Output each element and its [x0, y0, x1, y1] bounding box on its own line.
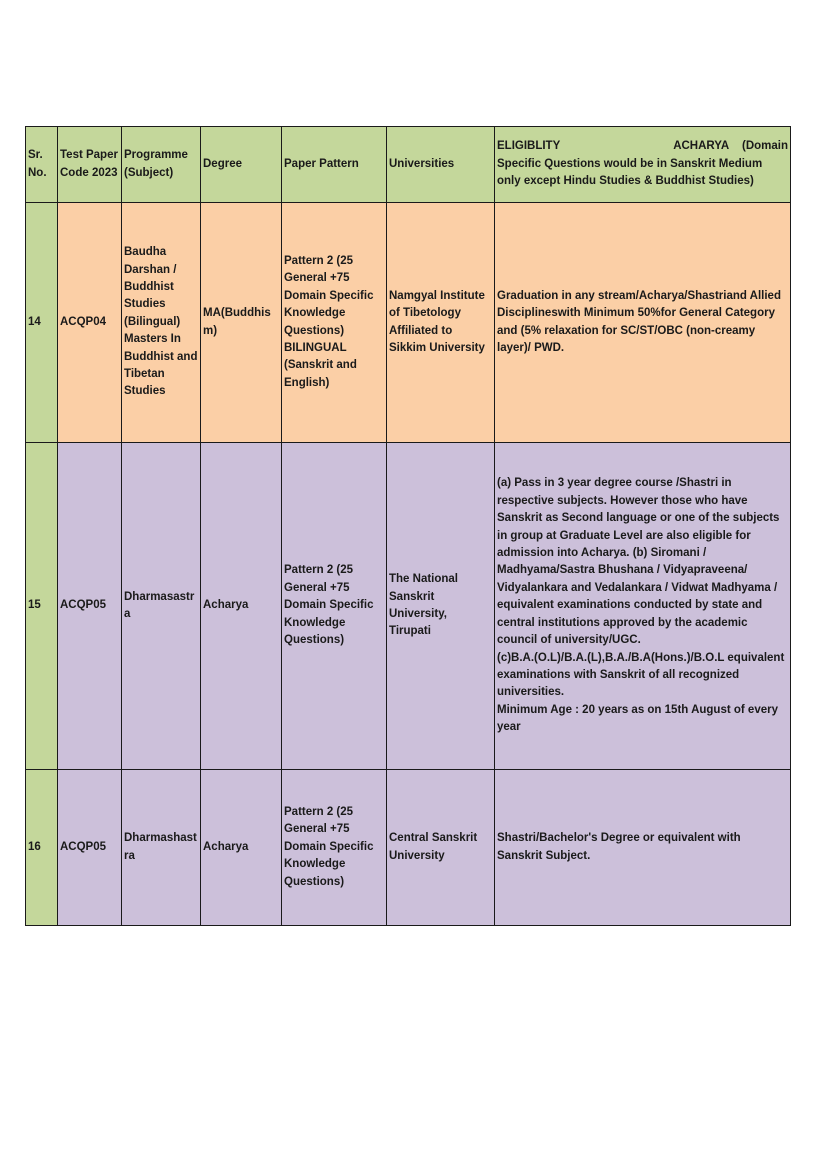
header-test-paper-code: Test Paper Code 2023 [58, 127, 122, 203]
header-row [26, 127, 791, 203]
table-row [26, 443, 791, 770]
header-degree: Degree [201, 127, 282, 203]
test-paper-code-cell: ACQP05 [58, 770, 122, 926]
degree-cell: MA(Buddhism) [201, 203, 282, 443]
eligibility-minimum-age: Minimum Age : 20 years as on 15th August of every year [497, 703, 778, 734]
eligibility-cell [495, 443, 791, 770]
eligibility-part-a-b: (a) Pass in 3 year degree course /Shastri in respective subjects. However those who have Sanskrit as Second language or one of the subjects in group at Graduate Level are also eligible for admission into Acharya. (b) Siromani / Madhyama/Sastra Bhushana / Vidyapraveena/ Vidyalankara and Vedalankara / Vidwat Madhyama / equivalent examinations conducted by state and central institutions approved by the academic council of university/UGC. [497, 477, 780, 647]
header-eligibility-label: ELIGIBLITY [497, 140, 561, 153]
degree-cell: Acharya [201, 443, 282, 770]
header-acharya-label: ACHARYA [673, 140, 730, 153]
table-row [26, 770, 791, 926]
paper-pattern-cell: Pattern 2 (25 General +75 Domain Specific Knowledge Questions) [282, 443, 387, 770]
programme-cell: Baudha Darshan / Buddhist Studies (Bilingual) Masters In Buddhist and Tibetan Studies [122, 203, 201, 443]
eligibility-part-c: (c)B.A.(O.L)/B.A.(L),B.A./B.A(Hons.)/B.O.L equivalent examinations with Sanskrit of all recognized universities. [497, 651, 785, 699]
test-paper-code-cell: ACQP05 [58, 443, 122, 770]
header-eligibility-note: Specific Questions would be in Sanskrit Medium only except Hindu Studies & Buddhist Studies) [497, 157, 763, 188]
university-cell: Namgyal Institute of Tibetology Affiliated to Sikkim University [387, 203, 495, 443]
eligibility-cell: Shastri/Bachelor's Degree or equivalent with Sanskrit Subject. [495, 770, 791, 926]
paper-pattern-cell: Pattern 2 (25 General +75 Domain Specific Knowledge Questions) [282, 770, 387, 926]
header-domain-label: (Domain [742, 140, 788, 153]
header-eligibility [495, 127, 791, 203]
eligibility-cell: Graduation in any stream/Acharya/Shastriand Allied Disciplineswith Minimum 50%for General Category and (5% relaxation for SC/ST/OBC (non-creamy layer)/ PWD. [495, 203, 791, 443]
header-paper-pattern: Paper Pattern [282, 127, 387, 203]
programme-cell: Dharmasastra [122, 443, 201, 770]
test-paper-code-cell: ACQP04 [58, 203, 122, 443]
sr-no-cell: 15 [26, 443, 58, 770]
sr-no-cell: 16 [26, 770, 58, 926]
sr-no-cell: 14 [26, 203, 58, 443]
eligibility-table [25, 126, 791, 926]
university-cell: The National Sanskrit University, Tirupati [387, 443, 495, 770]
paper-pattern-cell: Pattern 2 (25 General +75 Domain Specific Knowledge Questions) BILINGUAL (Sanskrit and English) [282, 203, 387, 443]
header-sr-no: Sr. No. [26, 127, 58, 203]
university-cell: Central Sanskrit University [387, 770, 495, 926]
header-universities: Universities [387, 127, 495, 203]
degree-cell: Acharya [201, 770, 282, 926]
table-row [26, 203, 791, 443]
header-programme: Programme (Subject) [122, 127, 201, 203]
programme-cell: Dharmashastra [122, 770, 201, 926]
